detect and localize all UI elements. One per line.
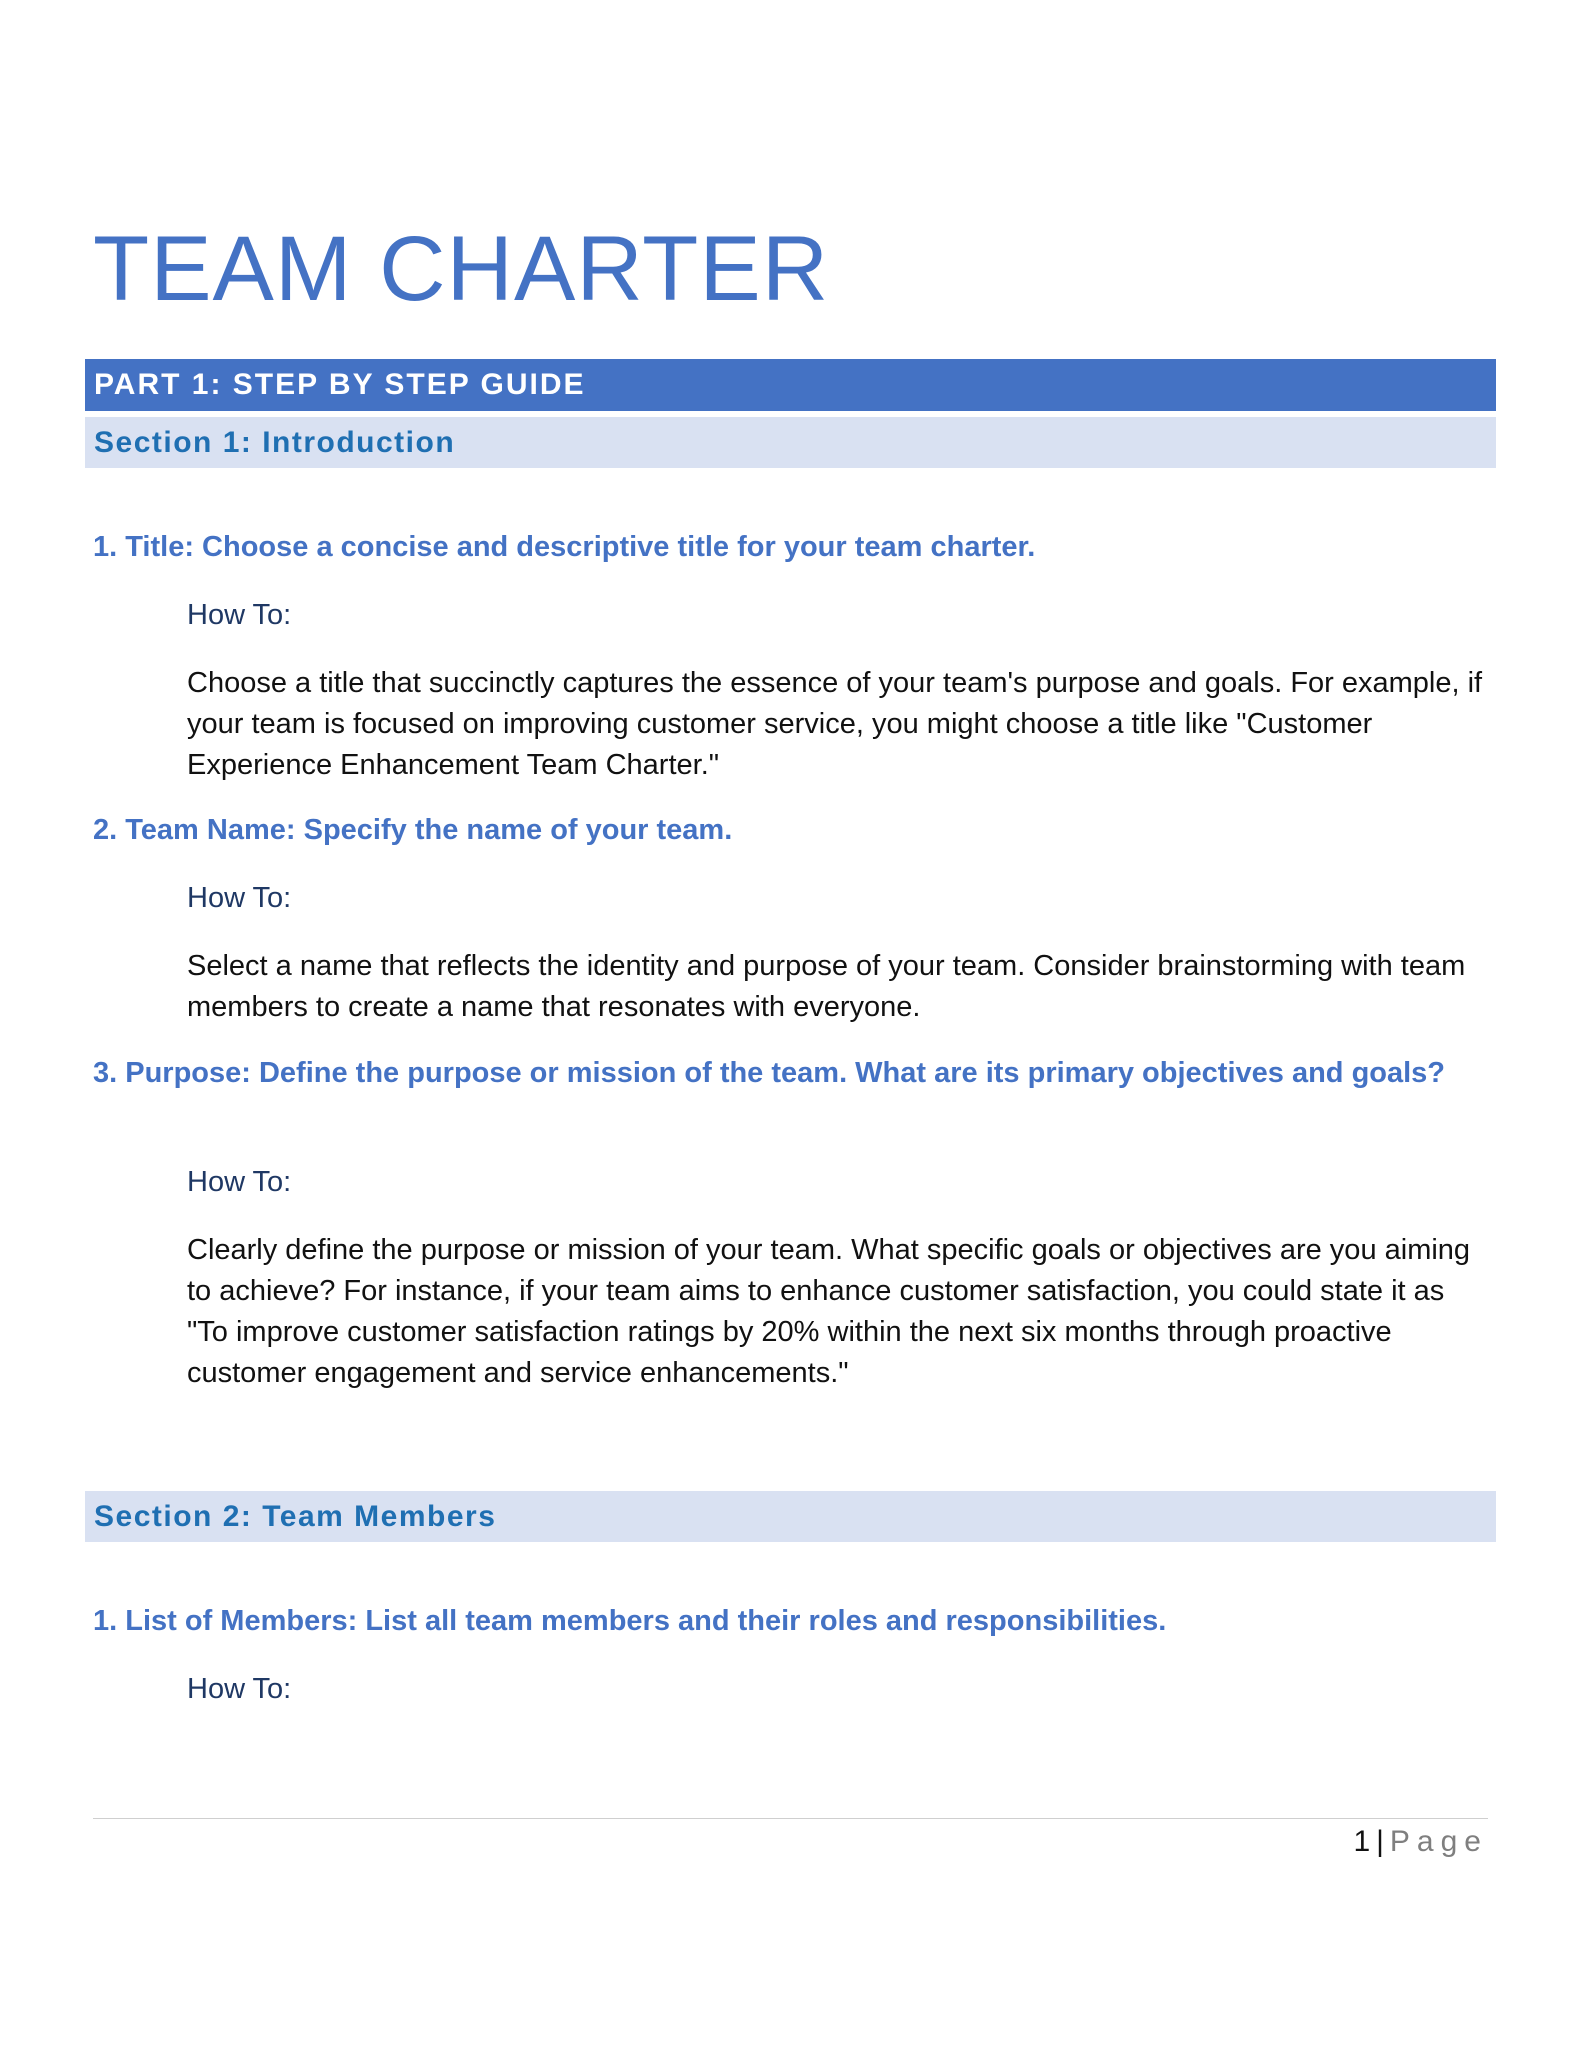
item-heading-list-of-members: 1. List of Members: List all team members and their roles and responsibilities. xyxy=(93,1605,1167,1637)
item-body-purpose: Clearly define the purpose or mission of your team. What specific goals or objectives are you aiming to achieve? For instance, if your team aims to enhance customer satisfaction, you could state it as "To improve customer satisfaction ratings by 20% within the next six months through proactive customer engagement and service enhancements." xyxy=(187,1234,1471,1389)
howto-label: How To: xyxy=(187,599,292,631)
howto-label: How To: xyxy=(187,882,292,914)
howto-label: How To: xyxy=(187,1673,292,1705)
item-body-title: Choose a title that succinctly captures the essence of your team's purpose and goals. For example, if your team is focused on improving customer service, you might choose a title like "Customer Experience Enhancement Team Charter." xyxy=(187,667,1483,781)
item-heading-team-name: 2. Team Name: Specify the name of your team. xyxy=(93,814,733,846)
section-heading-team-members: Section 2: Team Members xyxy=(85,1491,1496,1542)
item-body-team-name: Select a name that reflects the identity and purpose of your team. Consider brainstorming with team members to create a name that resonates with everyone. xyxy=(187,950,1466,1023)
section-heading-introduction: Section 1: Introduction xyxy=(85,417,1496,468)
item-heading-purpose: 3. Purpose: Define the purpose or mission of the team. What are its primary objectives and goals? xyxy=(93,1057,1446,1089)
page-separator: | xyxy=(1376,1825,1384,1858)
page-footer xyxy=(1353,1822,1488,1862)
howto-label: How To: xyxy=(187,1166,292,1198)
footer-divider xyxy=(93,1818,1488,1819)
item-heading-title: 1. Title: Choose a concise and descriptive title for your team charter. xyxy=(93,531,1036,563)
page-label: Page xyxy=(1389,1825,1488,1858)
page-number: 1 xyxy=(1353,1825,1371,1858)
document-title: TEAM CHARTER xyxy=(93,218,830,320)
part-heading: PART 1: STEP BY STEP GUIDE xyxy=(85,359,1496,411)
